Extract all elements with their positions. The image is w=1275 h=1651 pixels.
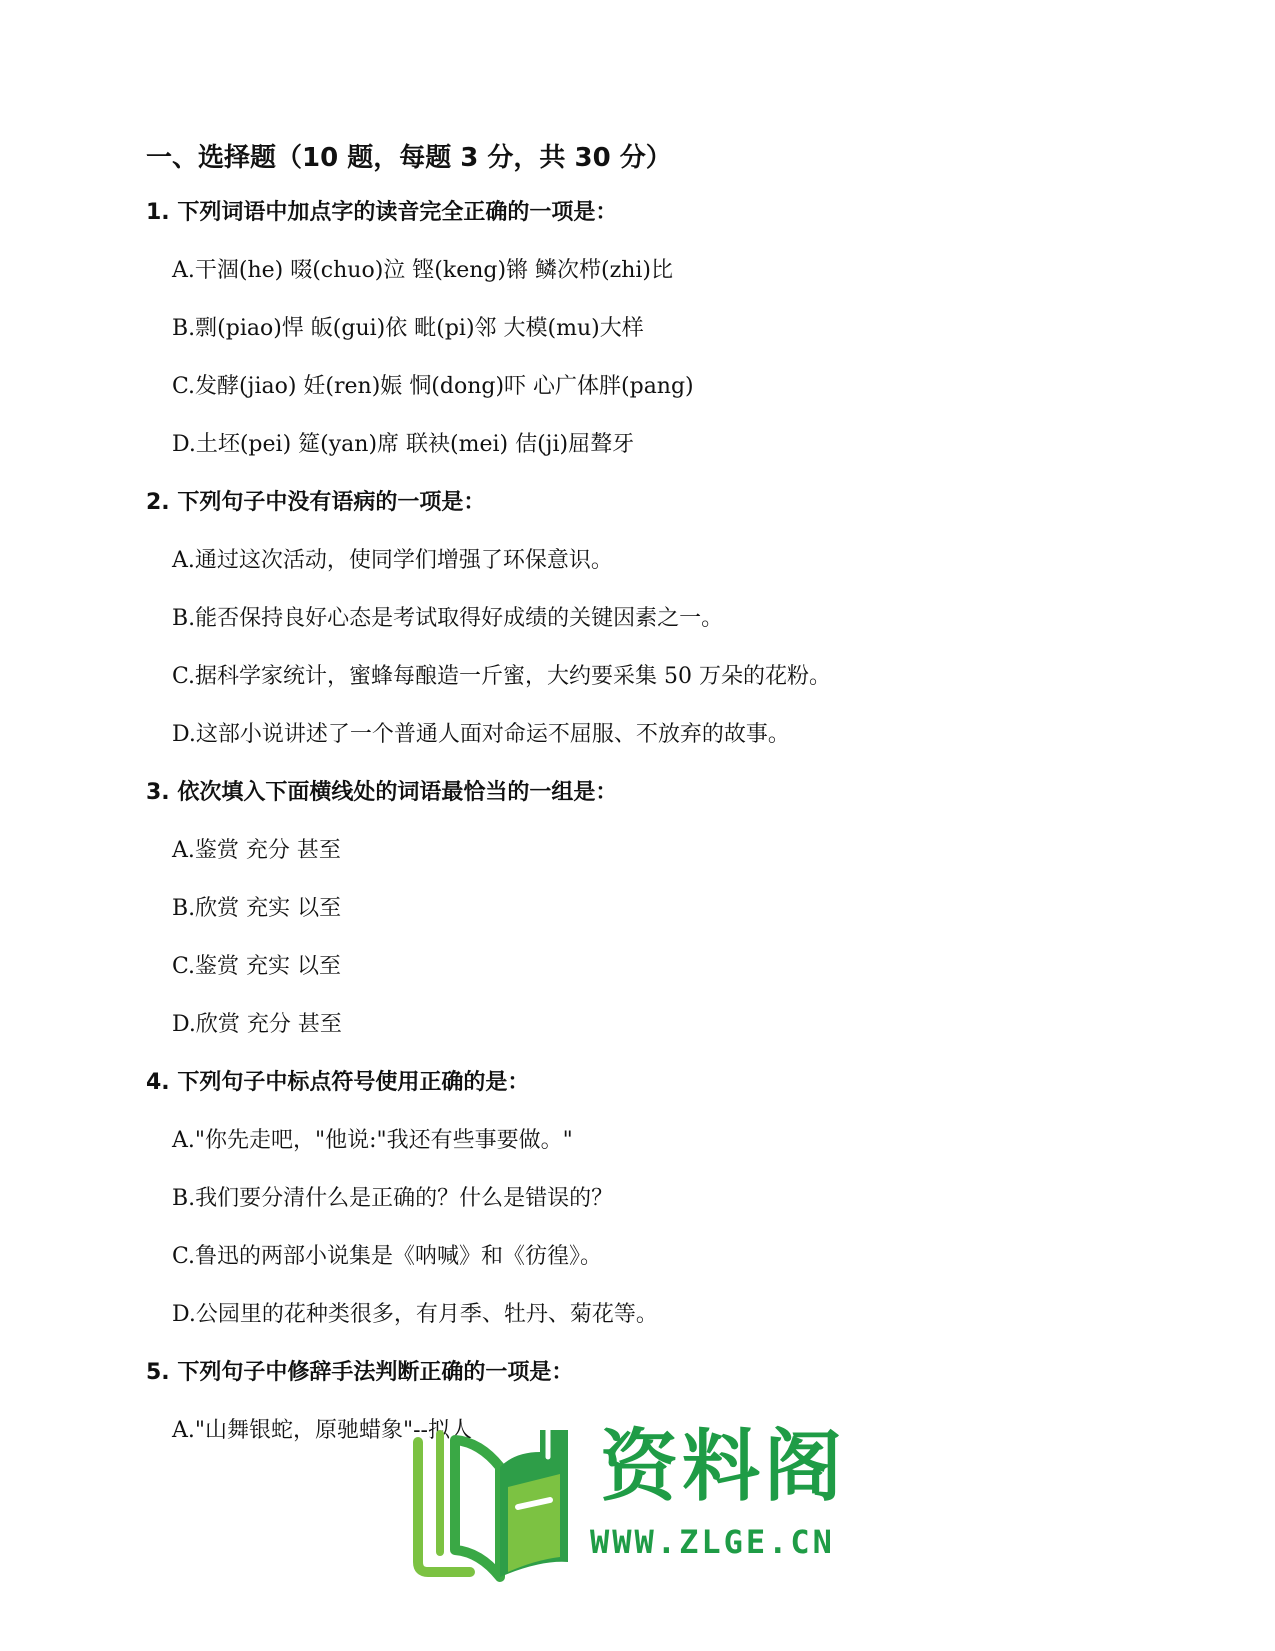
question-2 [146, 487, 1146, 751]
option-d: D.土坯(pei) 筵(yan)席 联袂(mei) 佶(ji)屈聱牙 [172, 432, 635, 457]
watermark-text [590, 1412, 870, 1587]
option-a: A."你先走吧，"他说:"我还有些事要做。" [172, 1128, 573, 1153]
option-d: D.欣赏 充分 甚至 [172, 1012, 342, 1037]
option-c: C.据科学家统计，蜜蜂每酿造一斤蜜，大约要采集 50 万朵的花粉。 [172, 664, 832, 689]
option-a: A."山舞银蛇，原驰蜡象"--拟人 [172, 1418, 472, 1443]
question-stem: 3. 依次填入下面横线处的词语最恰当的一组是： [146, 780, 618, 805]
question-stem: 5. 下列句子中修辞手法判断正确的一项是： [146, 1360, 574, 1385]
open-book-folder-icon [400, 1412, 590, 1587]
question-4 [146, 1067, 1146, 1331]
option-b: B.能否保持良好心态是考试取得好成绩的关键因素之一。 [172, 606, 724, 631]
option-c: C.鲁迅的两部小说集是《呐喊》和《彷徨》。 [172, 1244, 603, 1269]
option-d: D.公园里的花种类很多，有月季、牡丹、菊花等。 [172, 1302, 658, 1327]
option-a: A.鉴赏 充分 甚至 [172, 838, 341, 863]
option-b: B.剽(piao)悍 皈(gui)依 毗(pi)邻 大模(mu)大样 [172, 316, 644, 341]
option-b: B.我们要分清什么是正确的？什么是错误的？ [172, 1186, 614, 1211]
question-3 [146, 777, 1146, 1041]
option-d: D.这部小说讲述了一个普通人面对命运不屈服、不放弃的故事。 [172, 722, 790, 747]
question-stem: 4. 下列句子中标点符号使用正确的是： [146, 1070, 530, 1095]
question-stem: 2. 下列句子中没有语病的一项是： [146, 490, 486, 515]
section-title: 一、选择题（10 题，每题 3 分，共 30 分） [146, 143, 672, 173]
option-a: A.通过这次活动，使同学们增强了环保意识。 [172, 548, 613, 573]
exam-content [146, 138, 1146, 1447]
option-c: C.鉴赏 充实 以至 [172, 954, 342, 979]
option-a: A.干涸(he) 啜(chuo)泣 铿(keng)锵 鳞次栉(zhi)比 [172, 258, 674, 283]
question-stem: 1. 下列词语中加点字的读音完全正确的一项是： [146, 200, 618, 225]
option-b: B.欣赏 充实 以至 [172, 896, 342, 921]
watermark-title: 资料阁 [600, 1422, 847, 1512]
watermark-logo [400, 1412, 870, 1587]
question-1 [146, 197, 1146, 461]
option-c: C.发酵(jiao) 妊(ren)娠 恫(dong)吓 心广体胖(pang) [172, 374, 694, 399]
watermark-url: WWW.ZLGE.CN [590, 1523, 835, 1561]
